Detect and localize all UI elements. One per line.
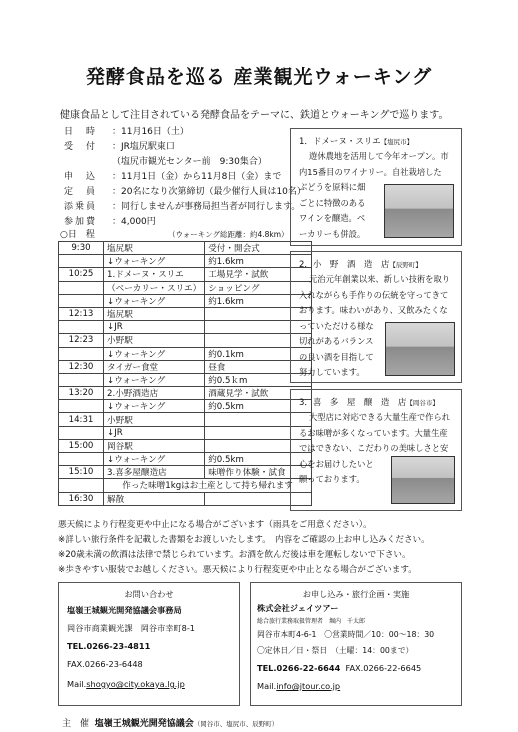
note-clothing: ※歩きやすい服装でお越しください。悪天候により行程変更や中止となる場合がございます。: [58, 565, 417, 575]
schedule-time: 12:30: [59, 360, 104, 373]
schedule-time: [59, 479, 104, 492]
schedule-item: ↓ウォーキング: [104, 347, 205, 360]
schedule-time: [59, 373, 104, 386]
apply-company: 株式会社ジェイツアー: [257, 603, 339, 613]
schedule-row: [59, 453, 312, 466]
box-ono-sake: [290, 251, 462, 383]
schedule-time: [59, 400, 104, 413]
contact-fax: FAX.0266-23-6448: [67, 659, 143, 669]
contact-box: [58, 582, 240, 706]
schedule-item: ↓ウォーキング: [104, 294, 205, 307]
schedule-item: 塩尻駅: [104, 242, 205, 255]
schedule-time: [59, 453, 104, 466]
schedule-item: ↓JR: [104, 426, 205, 439]
schedule-row: [59, 334, 312, 347]
info-row-escort: 添乗員 ：同行しませんが事務局担当者が同行します。: [64, 202, 301, 212]
schedule-note: 約1.6km: [205, 294, 312, 307]
info-row-capacity: 定 員 ：20名になり次第締切（最少催行人員は10名）: [64, 187, 306, 197]
schedule-row: [59, 281, 312, 294]
schedule-time: 9:30: [59, 242, 104, 255]
schedule-row: [59, 439, 312, 452]
schedule-row: [59, 255, 312, 268]
schedule-distance: （ウォーキング総距離：約4.8km）: [168, 230, 289, 239]
schedule-item: タイガー食堂: [104, 360, 205, 373]
apply-box: [250, 582, 462, 706]
schedule-time: 16:30: [59, 492, 104, 505]
schedule-row: [59, 360, 312, 373]
schedule-time: [59, 281, 104, 294]
schedule-note: 約1.6km: [205, 255, 312, 268]
schedule-item: ↓ウォーキング: [104, 255, 205, 268]
schedule-row: [59, 347, 312, 360]
apply-manager: 総合旅行業務取扱管理者 堀内 千太郎: [257, 618, 366, 625]
schedule-item: 塩尻駅: [104, 307, 205, 320]
box-heading: 2．小 野 酒 造 店【辰野町】: [299, 260, 422, 270]
schedule-time: 13:20: [59, 387, 104, 400]
schedule-note: ショッピング: [205, 281, 312, 294]
info-row-application: 申 込 ：11月1日（金）から11月8日（金）まで: [64, 172, 282, 182]
schedule-time: 15:10: [59, 466, 104, 479]
winery-photo: [384, 184, 454, 238]
note-drinking: ※20歳未満の飲酒は法律で禁じられています。お酒を飲んだ後は車を運転しないで下さい。: [58, 550, 411, 560]
schedule-time: 12:13: [59, 307, 104, 320]
note-weather: 悪天候により行程変更や中止になる場合がございます（雨具をご用意ください）。: [58, 520, 372, 530]
schedule-table: [58, 241, 312, 506]
box-text: 遊休農地を活用して今年オープン。市 内15番目のワイナリー。自社栽培した ぶどうを原料に畑 ごとに特徴のある ワインを醸造。ベ ーカリーも併設。: [299, 151, 449, 239]
schedule-item: 3.喜多屋醸造店: [104, 466, 205, 479]
schedule-time: [59, 321, 104, 334]
schedule-row: [59, 268, 312, 281]
schedule-item: ↓ウォーキング: [104, 453, 205, 466]
schedule-row: [59, 242, 312, 255]
page-title: 発酵食品を巡る 産業観光ウォーキング: [85, 66, 433, 88]
schedule-item: 解散: [104, 492, 205, 505]
schedule-item: 小野駅: [104, 413, 205, 426]
schedule-row: [59, 294, 312, 307]
schedule-note: 昼食: [205, 360, 312, 373]
schedule-time: [59, 294, 104, 307]
brewery-photo: [385, 322, 455, 376]
box-text: 大型店に対応できる大量生産で作られ るお味噌が多くなっています。大量生産 ではできない、こだわりの美味しさと安 心をお届けしたいと 願っております。: [299, 412, 451, 484]
schedule-item: （ベーカリー・スリエ）: [104, 281, 205, 294]
contact-mail: Mail.shogyo@city.okaya.lg.jp: [67, 679, 185, 689]
schedule-row: [59, 466, 312, 479]
schedule-time: 14:31: [59, 413, 104, 426]
schedule-time: 15:00: [59, 439, 104, 452]
apply-tel-fax: TEL.0266-22-6644 FAX.0266-22-6645: [257, 663, 422, 673]
schedule-time: [59, 347, 104, 360]
schedule-item: 小野駅: [104, 334, 205, 347]
info-row-reception-place: （塩尻市観光センター前 9:30集合）: [112, 157, 267, 167]
contact-mail-link[interactable]: shogyo@city.okaya.lg.jp: [86, 679, 185, 689]
box-heading: 1．ドメーヌ・スリエ【塩尻市】: [299, 137, 414, 147]
box-heading: 3．喜 多 屋 醸 造 店【岡谷市】: [299, 398, 439, 408]
schedule-item: 1.ドメーヌ・スリエ: [104, 268, 205, 281]
schedule-row: [59, 413, 312, 426]
schedule-row: [59, 387, 312, 400]
schedule-item: 2.小野酒造店: [104, 387, 205, 400]
schedule-item: 岡谷駅: [104, 439, 205, 452]
schedule-row: [59, 400, 312, 413]
contact-heading: お問い合わせ: [124, 589, 174, 599]
schedule-time: 12:23: [59, 334, 104, 347]
schedule-row: [59, 321, 312, 334]
apply-mail: Mail.info@jtour.co.jp: [257, 681, 341, 691]
note-conditions: ※詳しい旅行条件を記載した書類をお渡しいたします。 内容をご確認の上お申し込みください。: [58, 535, 430, 545]
info-row-date: 日 時 ：11月16日（土）: [64, 127, 189, 137]
schedule-row: [59, 426, 312, 439]
schedule-item: 作った味噌1kgはお土産として持ち帰れます: [104, 479, 312, 492]
schedule-row: [59, 479, 312, 492]
apply-holiday: 〇定休日／日・祭日 （土曜：14：00まで）: [257, 646, 414, 655]
schedule-note: 約0.5ｋm: [205, 373, 312, 386]
schedule-note: 工場見学・試飲: [205, 268, 312, 281]
footer-organizer: 主 催 塩嶺王城観光開発協議会（岡谷市、塩尻市、辰野町）: [62, 719, 279, 729]
intro-text: 健康食品として注目されている発酵食品をテーマに、鉄道とウォーキングで巡ります。: [60, 110, 449, 121]
contact-org: 塩嶺王城観光開発協議会事務局: [67, 605, 182, 615]
info-row-fee: 参加費 ：4,000円: [64, 217, 156, 227]
contact-tel: TEL.0266-23-4811: [67, 641, 151, 651]
schedule-note: 約0.5km: [205, 453, 312, 466]
miso-shop-photo: [391, 456, 455, 504]
schedule-note: 約0.1km: [205, 347, 312, 360]
schedule-note: 酒蔵見学・試飲: [205, 387, 312, 400]
info-row-reception: 受 付 ：JR塩尻駅東口: [64, 142, 175, 152]
box-domaine-sourie: [290, 128, 462, 246]
box-kitaya-miso: [290, 389, 462, 511]
schedule-row: [59, 307, 312, 320]
schedule-item: ↓JR: [104, 321, 205, 334]
schedule-time: [59, 255, 104, 268]
schedule-note: 受付・開会式: [205, 242, 312, 255]
apply-heading: お申し込み・旅行企画・実施: [302, 589, 410, 599]
event-info: [64, 125, 306, 230]
schedule-time: [59, 426, 104, 439]
schedule-row: [59, 492, 312, 505]
schedule-row: [59, 373, 312, 386]
apply-address-hours: 岡谷市本町4-6-1 〇営業時間／10：00～18：30: [257, 630, 435, 639]
schedule-note: 味噌作り体験・試食: [205, 466, 312, 479]
box-text: 元治元年創業以来、新しい技術を取り 入れながらも手作りの伝統を守ってきて おります。味わいがあり、又飲みたくな っていただける様な 切れがあるバランス の良い酒を目指して 努力しています。: [299, 274, 451, 377]
schedule-label: ○日 程: [60, 230, 95, 240]
contact-address: 岡谷市商業観光課 岡谷市幸町8-1: [67, 623, 195, 633]
schedule-time: 10:25: [59, 268, 104, 281]
schedule-item: ↓ウォーキング: [104, 400, 205, 413]
schedule-item: ↓ウォーキング: [104, 373, 205, 386]
apply-mail-link[interactable]: info@jtour.co.jp: [276, 681, 341, 691]
schedule-note: 約0.5km: [205, 400, 312, 413]
